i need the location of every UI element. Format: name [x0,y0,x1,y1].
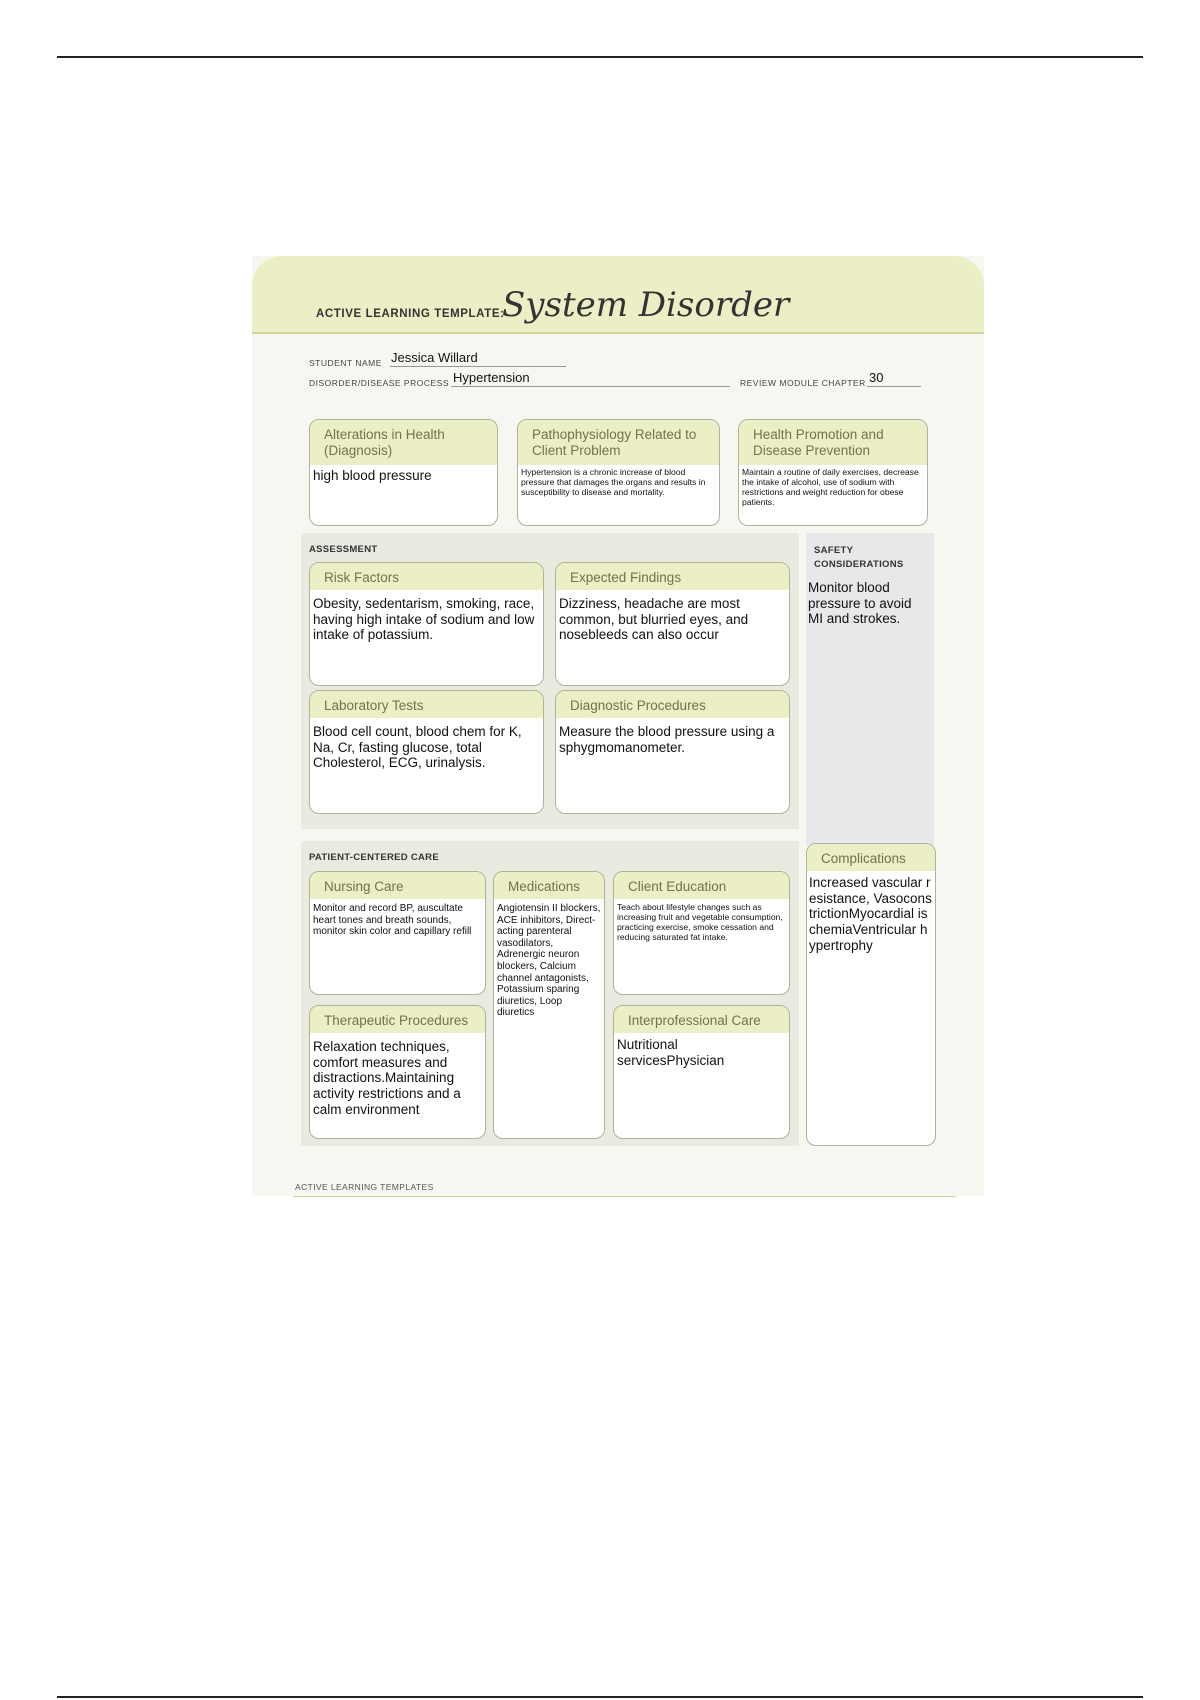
therapeutic-procedures-text[interactable]: Relaxation techniques, comfort measures and distractions.Maintaining activity restrictions and a calm environment [313,1039,461,1117]
risk-factors-title: Risk Factors [310,563,543,590]
disorder-line [451,386,730,387]
client-education-title: Client Education [614,872,789,899]
laboratory-tests-title: Laboratory Tests [310,691,543,718]
expected-findings-text[interactable]: Dizziness, headache are most common, but blurried eyes, and nosebleeds can also occur [559,596,749,643]
health-promotion-text[interactable]: Maintain a routine of daily exercises, decrease the intake of alcohol, use of sodium with restrictions and weight reduction for obese patients. [742,467,919,507]
pathophysiology-text[interactable]: Hypertension is a chronic increase of blood pressure that damages the organs and results in susceptibility to disease and mortality. [521,467,706,497]
student-name-label: STUDENT NAME [309,358,382,368]
safety-label: SAFETY CONSIDERATIONS [814,545,904,570]
review-chapter-line [867,386,921,387]
student-name-value[interactable]: Jessica Willard [391,350,478,365]
student-name-line [390,366,566,367]
complications-text[interactable]: Increased vascular resistance, VasoconstrictionMyocardial ischemiaVentricular hypertrophy [809,875,932,953]
alterations-text[interactable]: high blood pressure [313,468,432,483]
pathophysiology-title: Pathophysiology Related to Client Problem [518,420,719,465]
top-rule [57,56,1143,58]
laboratory-tests-text[interactable]: Blood cell count, blood chem for K, Na, Cr, fasting glucose, total Cholesterol, ECG, urinalysis. [313,724,522,771]
diagnostic-procedures-box [555,690,790,814]
medications-title: Medications [494,872,604,899]
alterations-title: Alterations in Health (Diagnosis) [310,420,497,465]
client-education-text[interactable]: Teach about lifestyle changes such as increasing fruit and vegetable consumption, practicing exercise, smoke cessation and reducing saturated fat intake. [617,902,783,942]
alterations-box [309,419,498,526]
therapeutic-procedures-box [309,1005,486,1139]
review-chapter-value[interactable]: 30 [869,370,884,385]
footer-line [293,1196,956,1197]
interprofessional-care-title: Interprofessional Care [614,1006,789,1033]
patient-care-label: PATIENT-CENTERED CARE [309,852,439,863]
risk-factors-text[interactable]: Obesity, sedentarism, smoking, race, having high intake of sodium and low intake of potassium. [313,596,535,643]
diagnostic-procedures-text[interactable]: Measure the blood pressure using a sphygmomanometer. [559,724,775,755]
nursing-care-title: Nursing Care [310,872,485,899]
risk-factors-box [309,562,544,686]
therapeutic-procedures-title: Therapeutic Procedures [310,1006,485,1033]
client-education-box [613,871,790,995]
template-title: System Disorder [502,285,790,325]
medications-text[interactable]: Angiotensin II blockers, ACE inhibitors, Direct-acting parenteral vasodilators, Adrenergic neuron blockers, Calcium channel antagonists, Potassium sparing diuretics, Loop diuretics [497,903,601,1019]
bottom-rule [57,1696,1143,1698]
complications-box [806,843,936,1146]
pathophysiology-box [517,419,720,526]
expected-findings-box [555,562,790,686]
review-chapter-label: REVIEW MODULE CHAPTER [740,378,866,388]
template-label: ACTIVE LEARNING TEMPLATE: [316,308,505,320]
nursing-care-text[interactable]: Monitor and record BP, auscultate heart tones and breath sounds, monitor skin color and capillary refill [313,903,472,938]
complications-title: Complications [807,844,935,871]
nursing-care-box [309,871,486,995]
disorder-label: DISORDER/DISEASE PROCESS [309,378,450,388]
health-promotion-box [738,419,928,526]
health-promotion-title: Health Promotion and Disease Prevention [739,420,927,465]
interprofessional-care-text[interactable]: Nutritional servicesPhysician [617,1037,725,1068]
laboratory-tests-box [309,690,544,814]
diagnostic-procedures-title: Diagnostic Procedures [556,691,789,718]
interprofessional-care-box [613,1005,790,1139]
footer-label: ACTIVE LEARNING TEMPLATES [295,1182,434,1192]
safety-text[interactable]: Monitor blood pressure to avoid MI and strokes. [808,580,912,627]
disorder-value[interactable]: Hypertension [453,370,530,385]
medications-box [493,871,605,1139]
assessment-label: ASSESSMENT [309,544,378,555]
expected-findings-title: Expected Findings [556,563,789,590]
